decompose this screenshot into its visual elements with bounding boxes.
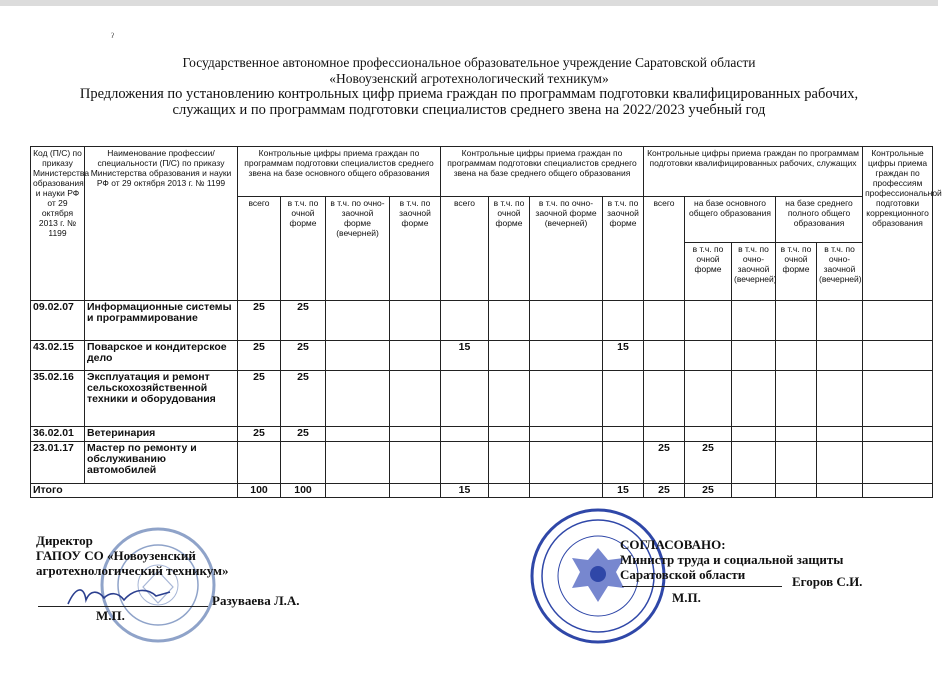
- cell-g3-full: [685, 341, 732, 371]
- group3-header: Контрольные цифры приема граждан по программам подготовки квалифицированных рабочих, служащих: [644, 147, 863, 197]
- right-title-3: Саратовской области: [620, 567, 746, 582]
- cell-g2-extra: [603, 442, 644, 484]
- left-mp: М.П.: [96, 608, 125, 623]
- g1-evening-header: в т.ч. по очно-заочной форме (вечерней): [326, 197, 390, 301]
- cell-full: 25: [281, 301, 326, 341]
- cell-g3-total: 25: [644, 442, 685, 484]
- table-row: [31, 442, 933, 484]
- left-signature-line: [38, 606, 208, 607]
- ink-speck: ˀ: [111, 30, 114, 44]
- row-code: 09.02.07: [31, 301, 85, 341]
- right-mp: М.П.: [672, 590, 701, 605]
- cell-g2-extra: [603, 427, 644, 442]
- cell-total: 25: [238, 301, 281, 341]
- right-title-2: Министр труда и социальной защиты: [620, 552, 844, 567]
- total-row: [31, 484, 933, 498]
- cell-g3-total: [644, 371, 685, 427]
- left-title-3: агротехнологический техникум»: [36, 563, 229, 578]
- g3-sec-full-header: в т.ч. по очной форме: [776, 243, 817, 301]
- cell-total: [238, 442, 281, 484]
- cell-g2-total: [441, 371, 489, 427]
- g3-basic-full-header: в т.ч. по очной форме: [685, 243, 732, 301]
- g2-full-header: в т.ч. по очной форме: [489, 197, 530, 301]
- row-name: Эксплуатация и ремонт сельскохозяйственной техники и оборудования: [85, 371, 238, 427]
- left-title-2: ГАПОУ СО «Новоузенский: [36, 548, 196, 563]
- cell-g3-full: [685, 301, 732, 341]
- row-name: Мастер по ремонту и обслуживанию автомобилей: [85, 442, 238, 484]
- cell-g3-full: [685, 427, 732, 442]
- g3-sec-evening-header: в т.ч. по очно-заочной (вечерней): [817, 243, 863, 301]
- row-code: 36.02.01: [31, 427, 85, 442]
- institution-short-name: «Новоузенский агротехнологический техникум»: [329, 71, 609, 86]
- cell-full: 25: [281, 427, 326, 442]
- col-name-header: Наименование профессии/ специальности (П/С) по приказу Министерства образования и науки РФ от 29 октября 2013 г. № 1199: [85, 147, 238, 301]
- g2-evening-header: в т.ч. по очно-заочной форме (вечерней): [530, 197, 603, 301]
- table-row: [31, 427, 933, 442]
- g1-full-header: в т.ч. по очной форме: [281, 197, 326, 301]
- total-cell-total: 100: [238, 484, 281, 498]
- cell-total: 25: [238, 341, 281, 371]
- g3-total-header: всего: [644, 197, 685, 301]
- cell-g3-total: [644, 427, 685, 442]
- row-name: Поварское и кондитерское дело: [85, 341, 238, 371]
- cell-g2-total: 15: [441, 341, 489, 371]
- right-signature-line: [622, 586, 782, 587]
- cell-g2-total: [441, 301, 489, 341]
- row-name: Ветеринария: [85, 427, 238, 442]
- group2-header: Контрольные цифры приема граждан по программам подготовки специалистов среднего звена на базе среднего общего образования: [441, 147, 644, 197]
- row-code: 23.01.17: [31, 442, 85, 484]
- group1-header: Контрольные цифры приема граждан по программам подготовки специалистов среднего звена на базе основного общего образования: [238, 147, 441, 197]
- total-cell-full: 100: [281, 484, 326, 498]
- group4-header: Контрольные цифры приема граждан по профессиям профессиональной подготовки коррекционного образования: [863, 147, 933, 301]
- cell-full: 25: [281, 371, 326, 427]
- table-row: [31, 341, 933, 371]
- right-name: Егоров С.И.: [792, 574, 863, 589]
- left-title-1: Директор: [36, 533, 93, 548]
- cell-g3-full: [685, 371, 732, 427]
- left-signatory: [36, 533, 228, 578]
- cell-g2-total: [441, 427, 489, 442]
- total-cell-g3-total: 25: [644, 484, 685, 498]
- g3-secondary-header: на базе среднего полного общего образования: [776, 197, 863, 243]
- row-name: Информационные системы и программирование: [85, 301, 238, 341]
- scan-top-edge: [0, 0, 938, 6]
- right-title-1: СОГЛАСОВАНО:: [620, 537, 726, 552]
- g3-basic-header: на базе основного общего образования: [685, 197, 776, 243]
- cell-g3-total: [644, 301, 685, 341]
- cell-g2-extra: [603, 301, 644, 341]
- document-title: Предложения по установлению контрольных цифр приема граждан по программам подготовки квалифицированных рабочих,: [79, 86, 859, 102]
- cell-total: 25: [238, 427, 281, 442]
- document-subtitle: служащих и по программам подготовки специалистов среднего звена на 2022/2023 учебный год: [172, 102, 766, 118]
- cell-g3-total: [644, 341, 685, 371]
- total-cell-g2-extra: 15: [603, 484, 644, 498]
- total-label: Итого: [31, 484, 238, 498]
- g1-extra-header: в т.ч. по заочной форме: [390, 197, 441, 301]
- total-cell-g2-total: 15: [441, 484, 489, 498]
- g2-total-header: всего: [441, 197, 489, 301]
- table-row: [31, 301, 933, 341]
- g1-total-header: всего: [238, 197, 281, 301]
- cell-full: 25: [281, 341, 326, 371]
- table-row: [31, 371, 933, 427]
- g3-basic-evening-header: в т.ч. по очно-заочной (вечерней): [732, 243, 776, 301]
- cell-g2-total: [441, 442, 489, 484]
- row-code: 43.02.15: [31, 341, 85, 371]
- admission-table: [30, 146, 942, 498]
- total-cell-g3-full: 25: [685, 484, 732, 498]
- cell-g3-full: 25: [685, 442, 732, 484]
- cell-g2-extra: 15: [603, 341, 644, 371]
- left-name: Разуваева Л.А.: [212, 593, 300, 608]
- institution-name: Государственное автономное профессиональное образовательное учреждение Саратовской области: [182, 55, 756, 70]
- cell-total: 25: [238, 371, 281, 427]
- col-code-header: Код (П/С) по приказу Министерства образования и науки РФ от 29 октября 2013 г. № 1199: [31, 147, 85, 301]
- g2-extra-header: в т.ч. по заочной форме: [603, 197, 644, 301]
- row-code: 35.02.16: [31, 371, 85, 427]
- cell-g2-extra: [603, 371, 644, 427]
- cell-full: [281, 442, 326, 484]
